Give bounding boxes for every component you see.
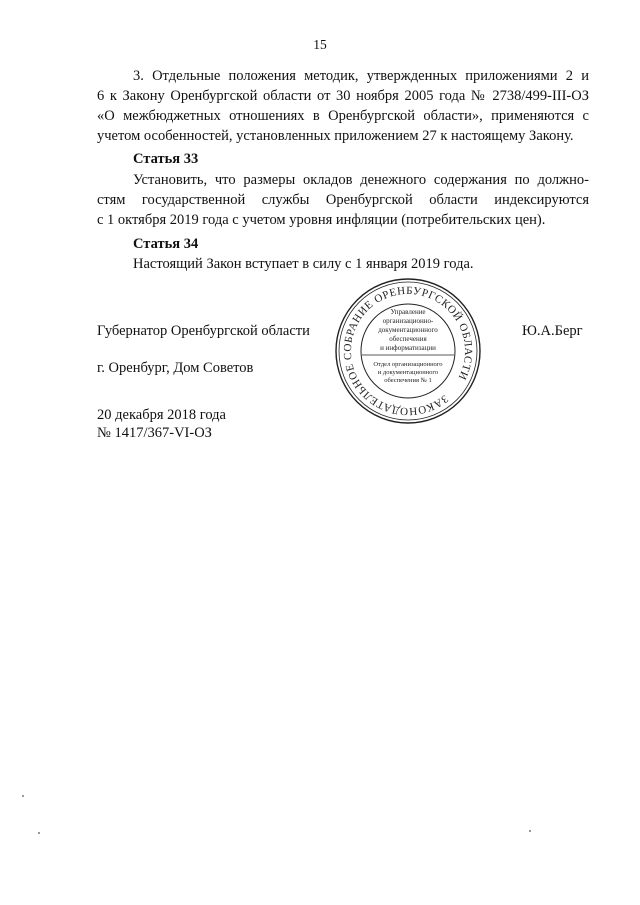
stamp-ring-text: ЗАКОНОДАТЕЛЬНОЕ СОБРАНИЕ ОРЕНБУРГСКОЙ ОБЛАСТИ [341, 284, 475, 418]
paragraph-line: «О межбюджетных отношениях в Оренбургской области», применяются с [97, 108, 589, 124]
place-of-signing: г. Оренбург, Дом Советов [97, 360, 254, 376]
stamp-inner-text: и информатизации [380, 344, 436, 352]
paragraph-line: Установить, что размеры окладов денежного содержания по должно- [133, 172, 589, 188]
stamp-inner-text: и документационного [377, 369, 439, 376]
paragraph-line: с 1 октября 2019 года с учетом уровня инфляции (потребительских цен). [97, 212, 546, 228]
stamp-inner-text: обеспечения № 1 [384, 377, 432, 384]
paragraph-line: 3. Отдельные положения методик, утвержденных приложениями 2 и [133, 68, 589, 84]
stamp-inner-text: Управление [390, 308, 426, 316]
page-number: 15 [313, 37, 327, 52]
paragraph-3 [97, 66, 589, 146]
date-of-signing: 20 декабря 2018 года [97, 407, 226, 423]
article-33-heading: Статья 33 [133, 151, 199, 167]
scan-speck [38, 832, 40, 834]
scan-speck [22, 795, 24, 797]
paragraph-line: учетом особенностей, установленных приложением 27 к настоящему Закону. [97, 128, 574, 144]
stamp-inner-text: организационно- [382, 317, 434, 325]
law-number: № 1417/367-VI-ОЗ [97, 425, 212, 441]
official-stamp [334, 277, 482, 425]
stamp-inner-text: Отдел организационного [373, 361, 443, 368]
article-33-text [97, 170, 589, 230]
article-34-text: Настоящий Закон вступает в силу с 1 января 2019 года. [133, 256, 474, 272]
signature-position: Губернатор Оренбургской области [97, 323, 310, 339]
scan-speck [529, 830, 531, 832]
paragraph-line: стям государственной службы Оренбургской области индексируются [97, 192, 589, 208]
signature-name: Ю.А.Берг [522, 323, 583, 339]
stamp-inner-text: обеспечения [389, 335, 427, 343]
stamp-inner-text: документационного [378, 326, 438, 334]
paragraph-line: 6 к Закону Оренбургской области от 30 ноября 2005 года № 2738/499-III-ОЗ [97, 88, 589, 104]
article-34-heading: Статья 34 [133, 236, 199, 252]
